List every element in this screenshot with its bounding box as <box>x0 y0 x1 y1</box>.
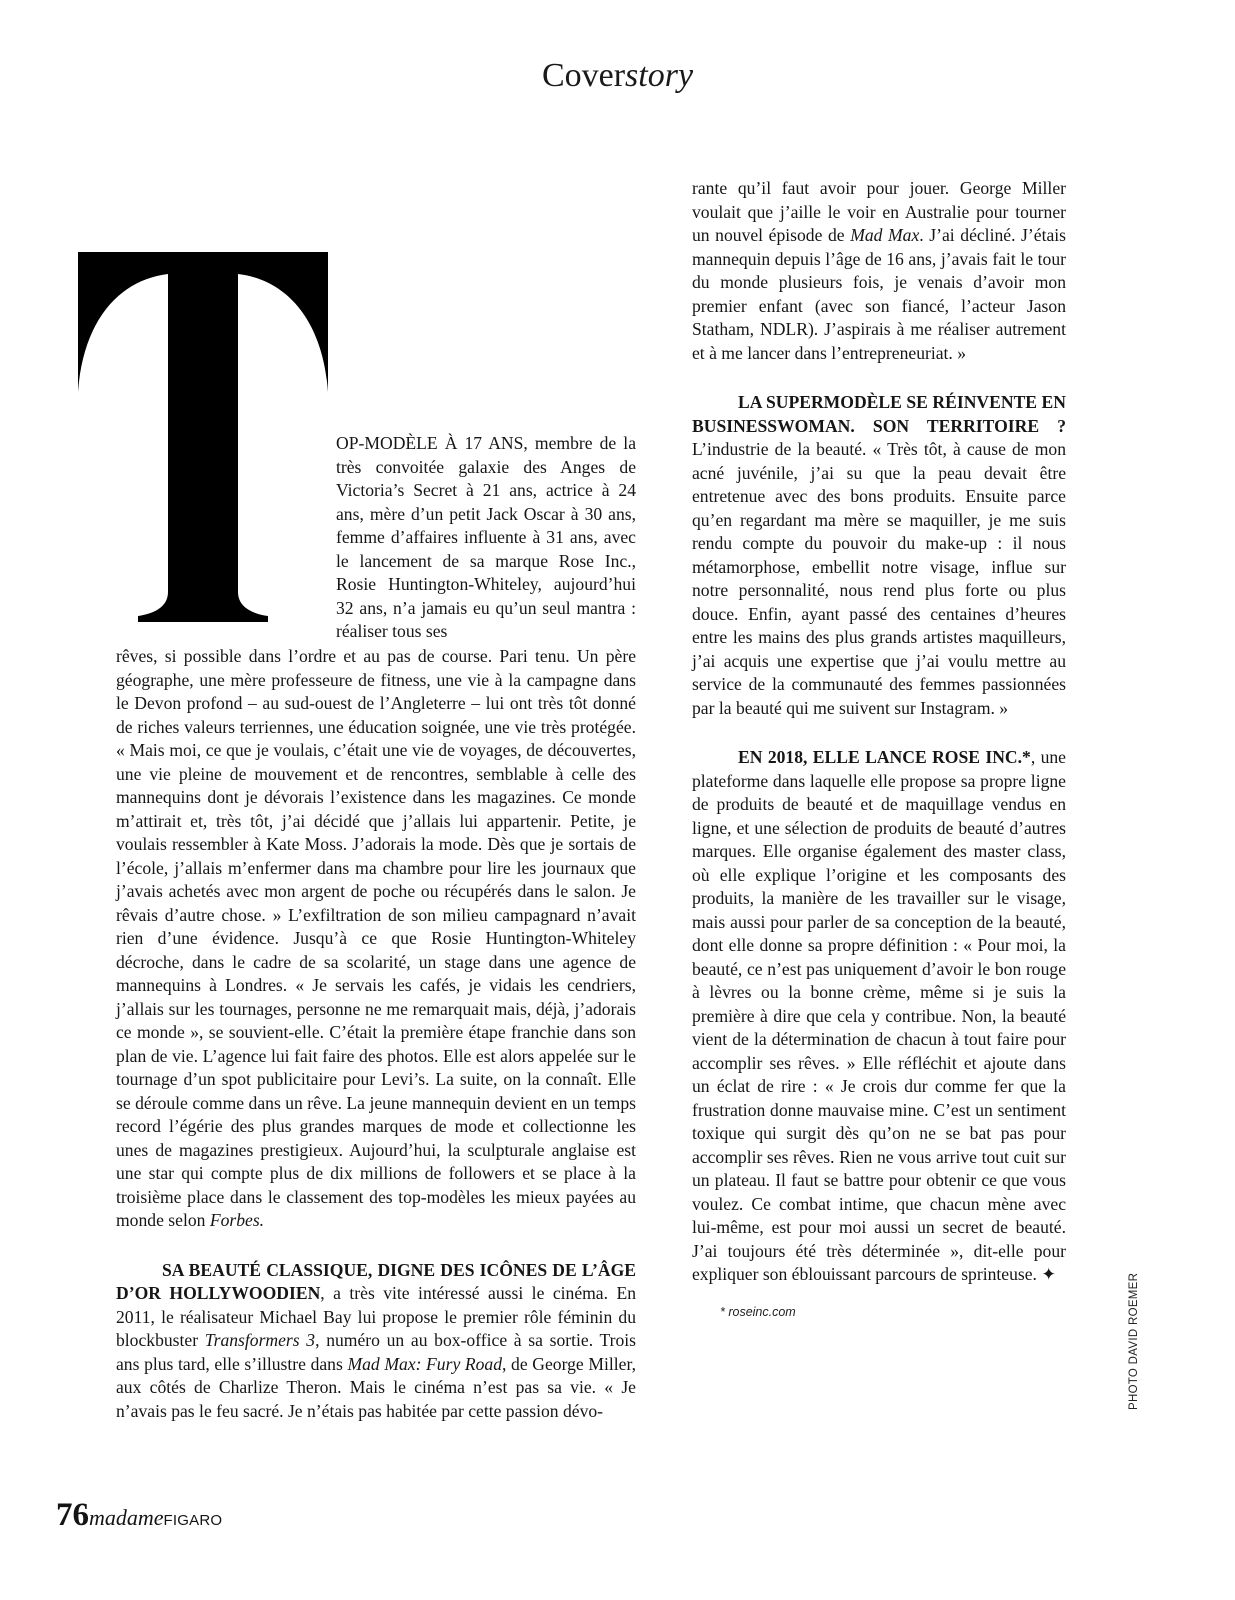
article-lead <box>336 432 636 644</box>
lead-paragraph: OP-MODÈLE À 17 ANS, membre de la très convoitée galaxie des Anges de Victoria’s Secret à 21 ans, actrice à 24 ans, mère d’un petit Jack Oscar à 30 ans, femme d’affaires influente à 31 ans, avec le lancement de sa marque Rose Inc., Rosie Huntington-Whiteley, aujourd’hui 32 ans, n’a jamais eu qu’un seul mantra : réaliser tous ses <box>336 433 636 641</box>
page-number: 76 <box>56 1497 89 1533</box>
brand-figaro: FIGARO <box>163 1512 223 1529</box>
rubric-story: story <box>625 57 694 94</box>
paragraph-4: EN 2018, ELLE LANCE ROSE INC.*, une plateforme dans laquelle elle propose sa propre ligne de produits de beauté et de maquillage vendus en ligne, et une sélection de produits de beauté d’autres marques. Elle organise également des master class, où elle explique l’origine et les composants des produits, la manière de les travailler sur le visage, mais aussi pour parler de sa conception de la beauté, dont elle donne sa propre définition : « Pour moi, la beauté, ce n’est pas uniquement d’avoir le bon rouge à lèvres ou la bonne crème, même si je suis la première à dire que cela y contribue. Non, la beauté vient de la détermination de chacun à tout faire pour accomplir ses rêves. » Elle réfléchit et ajoute dans un éclat de rire : « Je crois dur comme fer que la frustration donne mauvaise mine. C’est un sentiment toxique qui surgit dès qu’on ne se bat pas pour accomplir ses rêves. Rien ne vous arrive tout cuit sur un plateau. Il faut se battre pour obtenir ce que vous voulez. Ce combat intime, que chacun mène avec lui-même, est pour moi aussi un secret de beauté. J’ai toujours été très déterminée », dit-elle pour expliquer son éblouissant parcours de sprinteuse. ✦ <box>692 747 1066 1284</box>
page-folio <box>56 1497 222 1534</box>
brand-madame: madame <box>89 1505 164 1530</box>
end-mark-icon: ✦ <box>1041 1264 1057 1284</box>
rubric-cover: Cover <box>541 57 626 94</box>
footnote: * roseinc.com <box>720 1305 796 1319</box>
dropcap-glyph <box>78 252 328 622</box>
article-column-left <box>116 645 636 1423</box>
dropcap-letter <box>78 252 328 622</box>
paragraph-2: SA BEAUTÉ CLASSIQUE, DIGNE DES ICÔNES DE L’ÂGE D’OR HOLLYWOODIEN, a très vite intéressé aussi le cinéma. En 2011, le réalisateur Michael Bay lui propose le premier rôle féminin du blockbuster Transformers 3, numéro un au box-office à sa sortie. Trois ans plus tard, elle s’illustre dans Mad Max: Fury Road, de George Miller, aux côtés de Charlize Theron. Mais le cinéma n’est pas sa vie. « Je n’avais pas le feu sacré. Je n’étais pas habitée par cette passion dévo- <box>116 1259 636 1421</box>
photo-credit: PHOTO DAVID ROEMER <box>1128 1272 1140 1410</box>
paragraph-2-continued: rante qu’il faut avoir pour jouer. George Miller voulait que j’aille le voir en Australie pour tourner un nouvel épisode de Mad Max. J’ai décliné. J’étais mannequin depuis l’âge de 16 ans, j’avais fait le tour du monde plusieurs fois, je venais d’avoir mon premier enfant (avec son fiancé, l’acteur Jason Statham, NDLR). J’aspirais à me réaliser autrement et à me lancer dans l’entrepreneuriat. » <box>692 178 1066 363</box>
paragraph-1-continued: rêves, si possible dans l’ordre et au pas de course. Pari tenu. Un père géographe, une mère professeure de fitness, une vie à la campagne dans le Devon profond – au sud-ouest de l’Angleterre – lui ont très tôt donné de riches valeurs terriennes, une éducation soignée, une vie très protégée. « Mais moi, ce que je voulais, c’était une vie de voyages, de découvertes, une vie pleine de mouvement et de rencontres, semblable à celle des mannequins dont je dévorais l’existence dans les magazines. Ce monde m’attirait et, très tôt, j’ai décidé que j’allais lui appartenir. Petite, je voulais ressembler à Kate Moss. J’adorais la mode. Dès que je sortais de l’école, j’allais m’enfermer dans ma chambre pour lire les journaux que j’avais achetés avec mon argent de poche ou récupérés dans le salon. Je rêvais d’autre chose. » L’exfiltration de son milieu campagnard n’avait rien d’une évidence. Jusqu’à ce que Rosie Huntington-Whiteley décroche, dans le cadre de sa scolarité, un stage dans une agence de mannequins à Londres. « Je servais les cafés, je vidais les cendriers, j’allais sur les tournages, personne ne me remarquait mais, déjà, j’adorais ce monde », se souvient-elle. C’était la première étape franchie dans son plan de vie. L’agence lui fait faire des photos. Elle est alors appelée sur le tournage d’un spot publicitaire pour Levi’s. La suite, on la connaît. Elle se déroule comme dans un rêve. La jeune mannequin devient en un temps record l’égérie des plus grandes marques de mode et collectionne les unes de magazines prestigieux. Aujourd’hui, la sculpturale anglaise est une star qui compte plus de dix millions de followers et se place à la troisième place dans le classement des top-modèles les mieux payées au monde selon Forbes. <box>116 646 636 1230</box>
article-column-right <box>692 177 1066 1287</box>
section-rubric <box>0 56 1235 96</box>
paragraph-3: LA SUPERMODÈLE SE RÉINVENTE EN BUSINESSWOMAN. SON TERRITOIRE ? L’industrie de la beauté. « Très tôt, à cause de mon acné juvénile, j’ai su que la peau devait être entretenue avec des bons produits. Ensuite parce qu’en regardant ma mère se maquiller, je me suis rendu compte du pouvoir du make-up : il nous métamorphose, embellit notre visage, influe sur notre personnalité, nous rend plus forte ou plus douce. Enfin, ayant passé des centaines d’heures entre les mains des plus grands artistes maquilleurs, j’ai acquis une expertise que j’ai voulu mettre au service de la communauté des femmes passionnées par la beauté qui me suivent sur Instagram. » <box>692 392 1066 718</box>
